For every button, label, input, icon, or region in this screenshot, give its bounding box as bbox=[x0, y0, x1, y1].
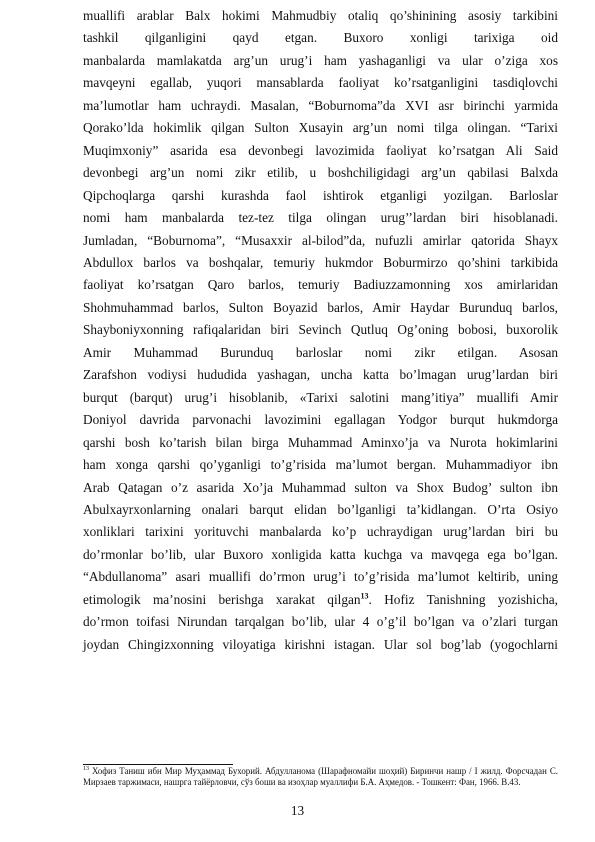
text-line: ham xonga qarshi qo’yganligi to’g’risida ma’lumot bergan. Muhammadiyor ibn bbox=[83, 457, 558, 473]
text-line: mavqeyni egallab, yuqori mansablarda faoliyat ko’rsatganligini tasdiqlovchi bbox=[83, 75, 558, 91]
text-line: Zarafshon vodiysi hududida yashagan, uncha katta bo’lmagan urug’lardan biri bbox=[83, 367, 558, 383]
footnote-separator bbox=[83, 764, 233, 765]
text-line: Doniyol davrida parvonachi lavozimini egallagan Yodgor burqut hukmdorga bbox=[83, 412, 558, 428]
text-line: faoliyat ko’rsatgan Qaro barlos, temuriy Badiuzzamonning xos amirlaridan bbox=[83, 277, 558, 293]
text-line: joydan Chingizxonning viloyatiga kirishni istagan. Ular sol bog’lab (yogochlarni bbox=[83, 636, 558, 652]
text-line: xonliklari tarixini yorituvchi manbalarda ko’p uchraydigan urug’lardan biri bu bbox=[83, 524, 558, 540]
text-line: Qipchoqlarga qarshi kurashda faol ishtirok etganligi yozilgan. Barloslar bbox=[83, 187, 558, 203]
main-text bbox=[83, 5, 558, 656]
text-line: burqut (barqut) urug’i hisoblanib, «Tarixi salotini mang’itiya” muallifi Amir bbox=[83, 389, 558, 405]
page-number: 13 bbox=[290, 803, 305, 818]
text-lines bbox=[83, 5, 558, 589]
text-line-with-footnote-ref: etimologik ma’nosini berishga xarakat qilgan$^{13}$. Hofiz Tanishning yozishicha, bbox=[83, 591, 558, 607]
text-line: “Abdullanoma” asari muallifi do’rmon urug’i to’g’risida ma’lumot keltirib, uning bbox=[83, 569, 558, 585]
text-line: Shohmuhammad barlos, Sulton Boyazid barlos, Amir Haydar Burunduq barlos, bbox=[83, 299, 558, 315]
text-line: tashkil qilganligini qayd etgan. Buxoro xonligi tarixiga oid bbox=[83, 30, 558, 46]
text-line: devonbegi arg’un nomi zikr etilib, u boshchiligidagi arg’un qabilasi Balxda bbox=[83, 165, 558, 181]
text-line: manbalarda mamlakatda arg’un urug’i ham yashaganligi va ular o’ziga xos bbox=[83, 52, 558, 68]
text-line: Abdullox barlos va boshqalar, temuriy hukmdor Boburmirzo qo’shini tarkibida bbox=[83, 254, 558, 270]
text-line: Jumladan, “Boburnoma”, “Musaxxir al-bilod”da, nufuzli amirlar qatorida Shayx bbox=[83, 232, 558, 248]
text-line: do’rmon toifasi Nirundan tarqalgan bo’lib, ular 4 o’g’il bo’lgan va o’zlari turgan bbox=[83, 614, 558, 630]
text-line: ma’lumotlar ham uchraydi. Masalan, “Boburnoma”da XVI asr birinchi yarmida bbox=[83, 97, 558, 113]
text-line: Muqimxoniy” asarida esa devonbegi lavozimida faoliyat ko’rsatgan Ali Said bbox=[83, 142, 558, 158]
text-line: Arab Qatagan o’z asarida Xo’ja Muhammad sulton va Shox Budog’ sulton ibn bbox=[83, 479, 558, 495]
text-line: Shayboniyxonning rafiqalaridan biri Sevinch Qutluq Og’oning bobosi, buxorolik bbox=[83, 322, 558, 338]
footnote bbox=[83, 766, 558, 788]
text-line: nomi ham manbalarda tez-tez tilga olingan urug’’lardan biri hisoblanadi. bbox=[83, 210, 558, 226]
text-line: Abulxayrxonlarning onalari barqut elidan bo’lganligi ta’kidlangan. O’rta Osiyo bbox=[83, 501, 558, 517]
text-line: muallifi arablar Balx hokimi Mahmudbiy otaliq qo’shinining asosiy tarkibini bbox=[83, 8, 558, 23]
text-line: qarshi bosh ko’tarish bilan birga Muhammad Aminxo’ja va Nurota hokimlarini bbox=[83, 434, 558, 450]
footnote-number: 13 bbox=[83, 766, 89, 773]
text-line: Amir Muhammad Burunduq barloslar nomi zikr etilgan. Asosan bbox=[83, 344, 558, 360]
text-line: Qorako’lda hokimlik qilgan Sulton Xusayin arg’un nomi tilga olingan. “Tarixi bbox=[83, 120, 558, 136]
footnote-text: Хофиз Таниш ибн Мир Муҳаммад Бухорий. Абдулланома (Шарафномайи шоҳий) Биринчи нашр / I жилд. Форсчадан С. Мирзаев таржимаси, нашрга тайёрловчи, сўз боши ва изоҳлар муаллифи Б.А. Аҳмедов. - Тошкент: Фан, 1966. В.43. bbox=[83, 766, 558, 788]
footnote-reference: 13 bbox=[360, 591, 369, 601]
text-line: do’rmonlar bo’lib, ular Buxoro xonligida katta kuchga va mavqega ega bo’lgan. bbox=[83, 546, 558, 562]
